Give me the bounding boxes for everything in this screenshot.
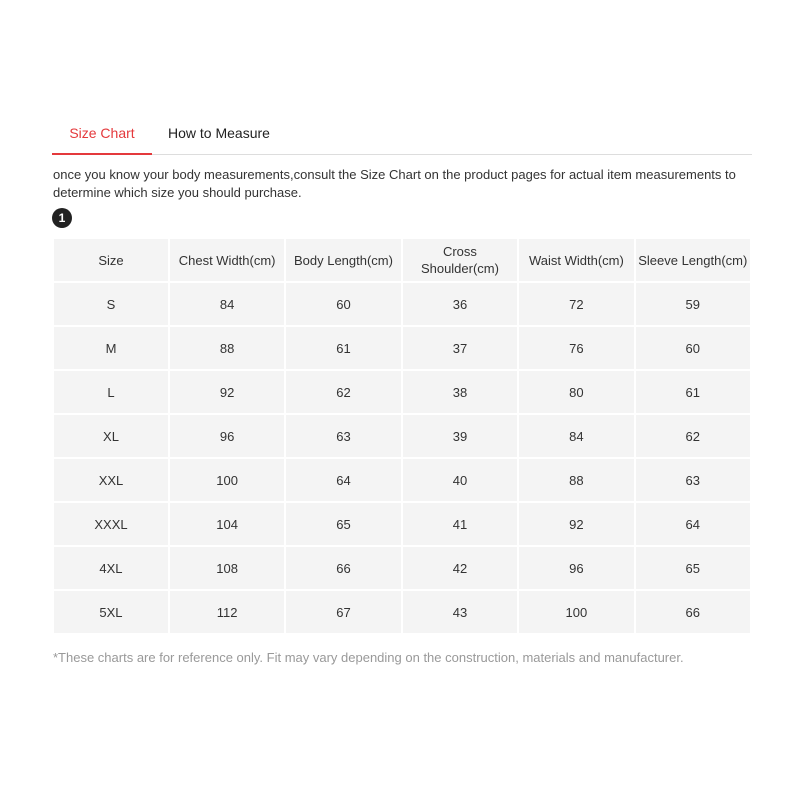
table-row	[54, 503, 750, 545]
cell-size: L	[54, 371, 168, 413]
header-waist-width: Waist Width(cm)	[519, 239, 633, 281]
cell-sleeve-length: 65	[636, 547, 750, 589]
cell-chest-width: 104	[170, 503, 284, 545]
cell-sleeve-length: 61	[636, 371, 750, 413]
cell-chest-width: 88	[170, 327, 284, 369]
cell-body-length: 66	[286, 547, 400, 589]
cell-size: XXXL	[54, 503, 168, 545]
cell-body-length: 64	[286, 459, 400, 501]
cell-body-length: 62	[286, 371, 400, 413]
header-chest-width: Chest Width(cm)	[170, 239, 284, 281]
cell-sleeve-length: 62	[636, 415, 750, 457]
cell-size: M	[54, 327, 168, 369]
cell-body-length: 67	[286, 591, 400, 633]
cell-waist-width: 96	[519, 547, 633, 589]
cell-chest-width: 112	[170, 591, 284, 633]
cell-chest-width: 92	[170, 371, 284, 413]
cell-cross-shoulder: 39	[403, 415, 518, 457]
table-row	[54, 459, 750, 501]
header-sleeve-length: Sleeve Length(cm)	[636, 239, 750, 281]
table-row	[54, 415, 750, 457]
cell-size: 5XL	[54, 591, 168, 633]
cell-chest-width: 96	[170, 415, 284, 457]
cell-chest-width: 84	[170, 283, 284, 325]
cell-body-length: 61	[286, 327, 400, 369]
intro-text: once you know your body measurements,consult the Size Chart on the product pages for actual item measurements to determine which size you should purchase.	[53, 167, 736, 200]
cell-cross-shoulder: 37	[403, 327, 518, 369]
cell-size: XL	[54, 415, 168, 457]
cell-body-length: 65	[286, 503, 400, 545]
cell-waist-width: 88	[519, 459, 633, 501]
cell-waist-width: 80	[519, 371, 633, 413]
cell-waist-width: 76	[519, 327, 633, 369]
cell-sleeve-length: 66	[636, 591, 750, 633]
cell-body-length: 60	[286, 283, 400, 325]
cell-body-length: 63	[286, 415, 400, 457]
cell-chest-width: 108	[170, 547, 284, 589]
cell-size: XXL	[54, 459, 168, 501]
cell-sleeve-length: 64	[636, 503, 750, 545]
table-header-row	[54, 239, 750, 281]
header-size: Size	[54, 239, 168, 281]
tab-size-chart[interactable]: Size Chart	[52, 118, 152, 154]
cell-waist-width: 100	[519, 591, 633, 633]
step-number-badge: 1	[52, 208, 72, 228]
cell-cross-shoulder: 40	[403, 459, 518, 501]
table-row	[54, 327, 750, 369]
cell-size: 4XL	[54, 547, 168, 589]
header-cross-shoulder: Cross Shoulder(cm)	[403, 239, 518, 281]
cell-size: S	[54, 283, 168, 325]
cell-waist-width: 92	[519, 503, 633, 545]
cell-waist-width: 72	[519, 283, 633, 325]
tab-bar	[52, 118, 752, 155]
cell-sleeve-length: 60	[636, 327, 750, 369]
cell-sleeve-length: 63	[636, 459, 750, 501]
cell-cross-shoulder: 42	[403, 547, 518, 589]
size-table	[52, 237, 752, 635]
cell-cross-shoulder: 36	[403, 283, 518, 325]
disclaimer-footnote: *These charts are for reference only. Fit may vary depending on the construction, materials and manufacturer.	[53, 650, 684, 665]
tab-how-to-measure[interactable]: How to Measure	[168, 125, 270, 141]
cell-cross-shoulder: 43	[403, 591, 518, 633]
cell-cross-shoulder: 38	[403, 371, 518, 413]
header-body-length: Body Length(cm)	[286, 239, 400, 281]
cell-chest-width: 100	[170, 459, 284, 501]
cell-cross-shoulder: 41	[403, 503, 518, 545]
table-row	[54, 591, 750, 633]
table-row	[54, 547, 750, 589]
cell-sleeve-length: 59	[636, 283, 750, 325]
table-row	[54, 371, 750, 413]
cell-waist-width: 84	[519, 415, 633, 457]
table-row	[54, 283, 750, 325]
